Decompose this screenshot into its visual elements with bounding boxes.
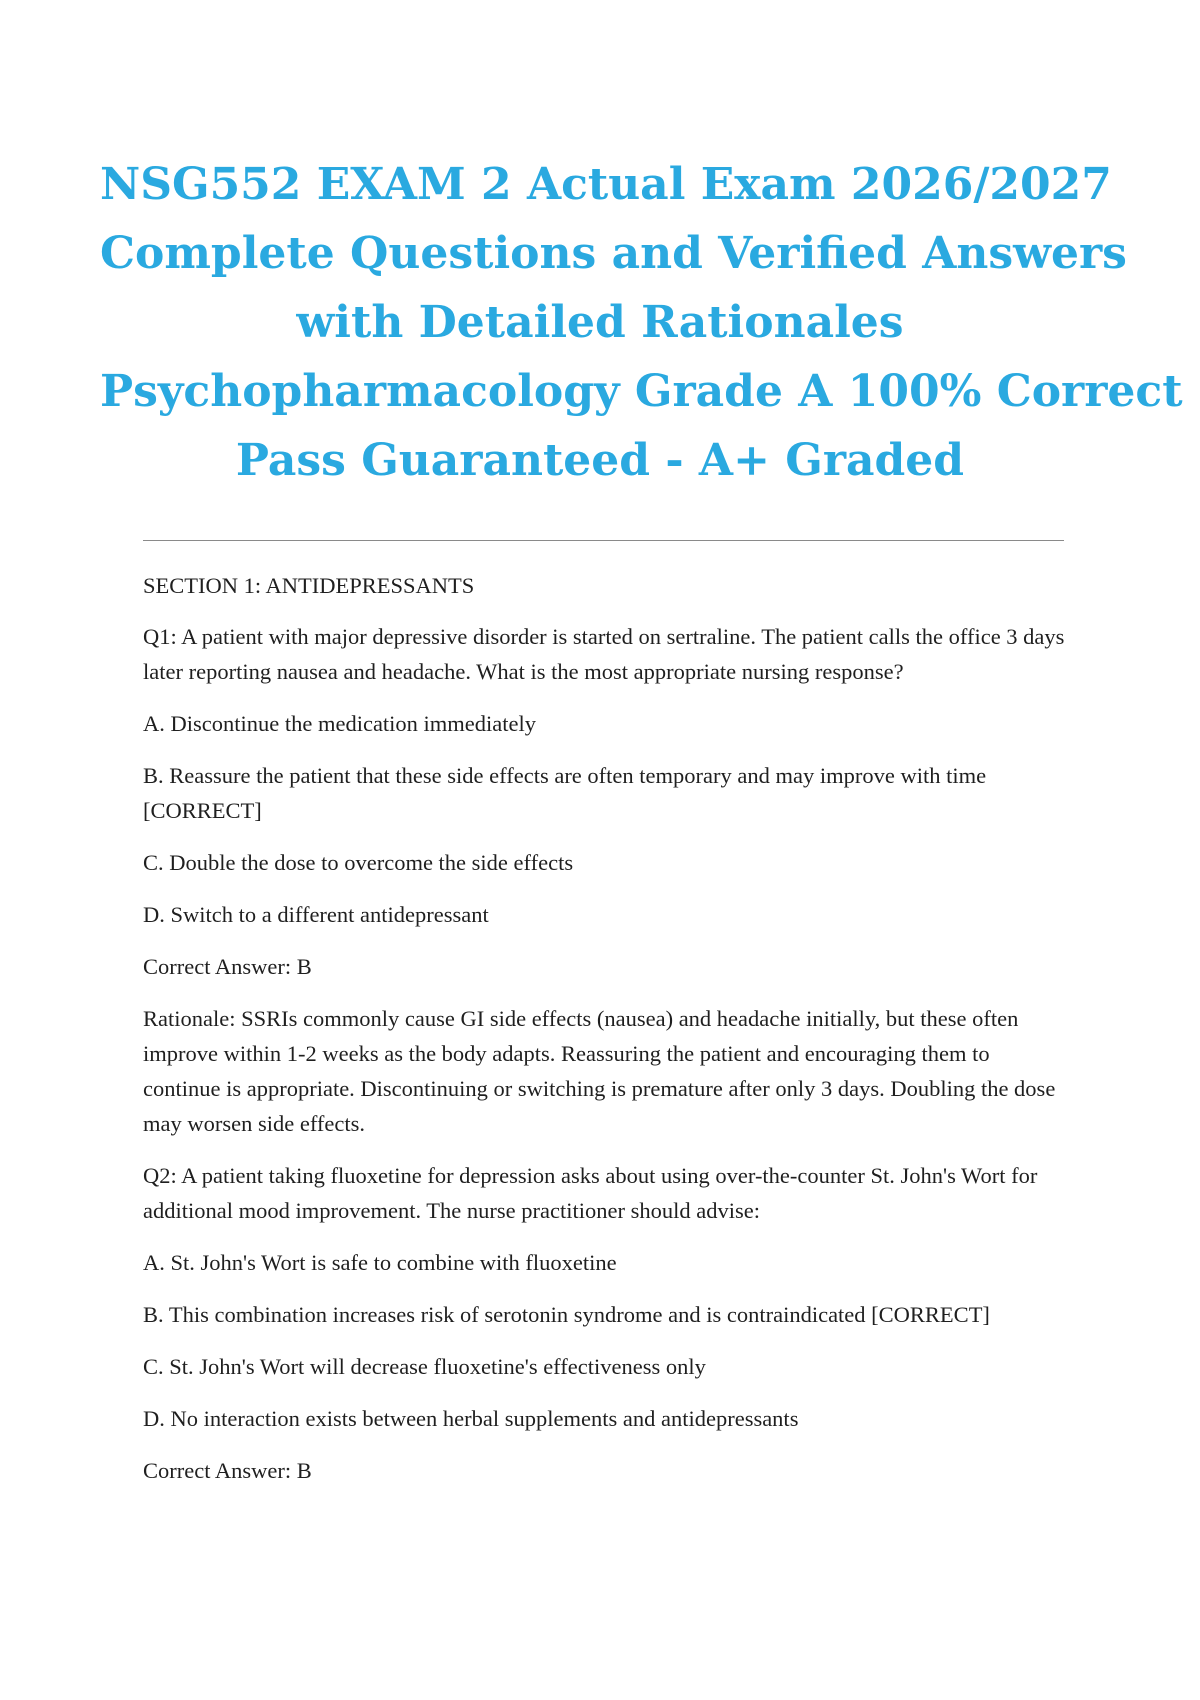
- question-2-option-b: B. This combination increases risk of serotonin syndrome and is contraindicated [CORRECT]: [143, 1302, 990, 1327]
- question-2-option-a: A. St. John's Wort is safe to combine with fluoxetine: [143, 1250, 617, 1275]
- document-body: [143, 568, 1068, 1505]
- question-2-answer: Correct Answer: B: [143, 1458, 312, 1483]
- title-divider: [143, 540, 1064, 541]
- question-2-option-d: D. No interaction exists between herbal supplements and antidepressants: [143, 1406, 799, 1431]
- question-2-option-c: C. St. John's Wort will decrease fluoxetine's effectiveness only: [143, 1354, 706, 1379]
- question-1-option-b: B. Reassure the patient that these side effects are often temporary and may improve with time [CORRECT]: [143, 763, 987, 823]
- title-line-2: Complete Questions and Verified Answers: [100, 228, 1127, 279]
- question-1-prompt: Q1: A patient with major depressive disorder is started on sertraline. The patient calls the office 3 days later reporting nausea and headache. What is the most appropriate nursing response?: [143, 624, 1065, 684]
- title-line-4: Psychopharmacology Grade A 100% Correct: [100, 366, 1183, 417]
- question-1-answer: Correct Answer: B: [143, 954, 312, 979]
- question-1-option-c: C. Double the dose to overcome the side effects: [143, 850, 574, 875]
- title-line-5: Pass Guaranteed - A+ Graded: [235, 435, 965, 486]
- section-heading: SECTION 1: ANTIDEPRESSANTS: [143, 573, 475, 598]
- document-title: [100, 150, 1183, 495]
- title-line-1: NSG552 EXAM 2 Actual Exam 2026/2027: [100, 159, 1112, 210]
- question-1-option-d: D. Switch to a different antidepressant: [143, 902, 489, 927]
- question-2-prompt: Q2: A patient taking fluoxetine for depression asks about using over-the-counter St. John's Wort for additional mood improvement. The nurse practitioner should advise:: [143, 1163, 1038, 1223]
- question-1-option-a: A. Discontinue the medication immediately: [143, 711, 537, 736]
- title-line-3: with Detailed Rationales: [296, 297, 904, 348]
- question-1-rationale: Rationale: SSRIs commonly cause GI side effects (nausea) and headache initially, but these often improve within 1-2 weeks as the body adapts. Reassuring the patient and encouraging them to continue is appropriate. Discontinuing or switching is premature after only 3 days. Doubling the dose may worsen side effects.: [143, 1006, 1056, 1136]
